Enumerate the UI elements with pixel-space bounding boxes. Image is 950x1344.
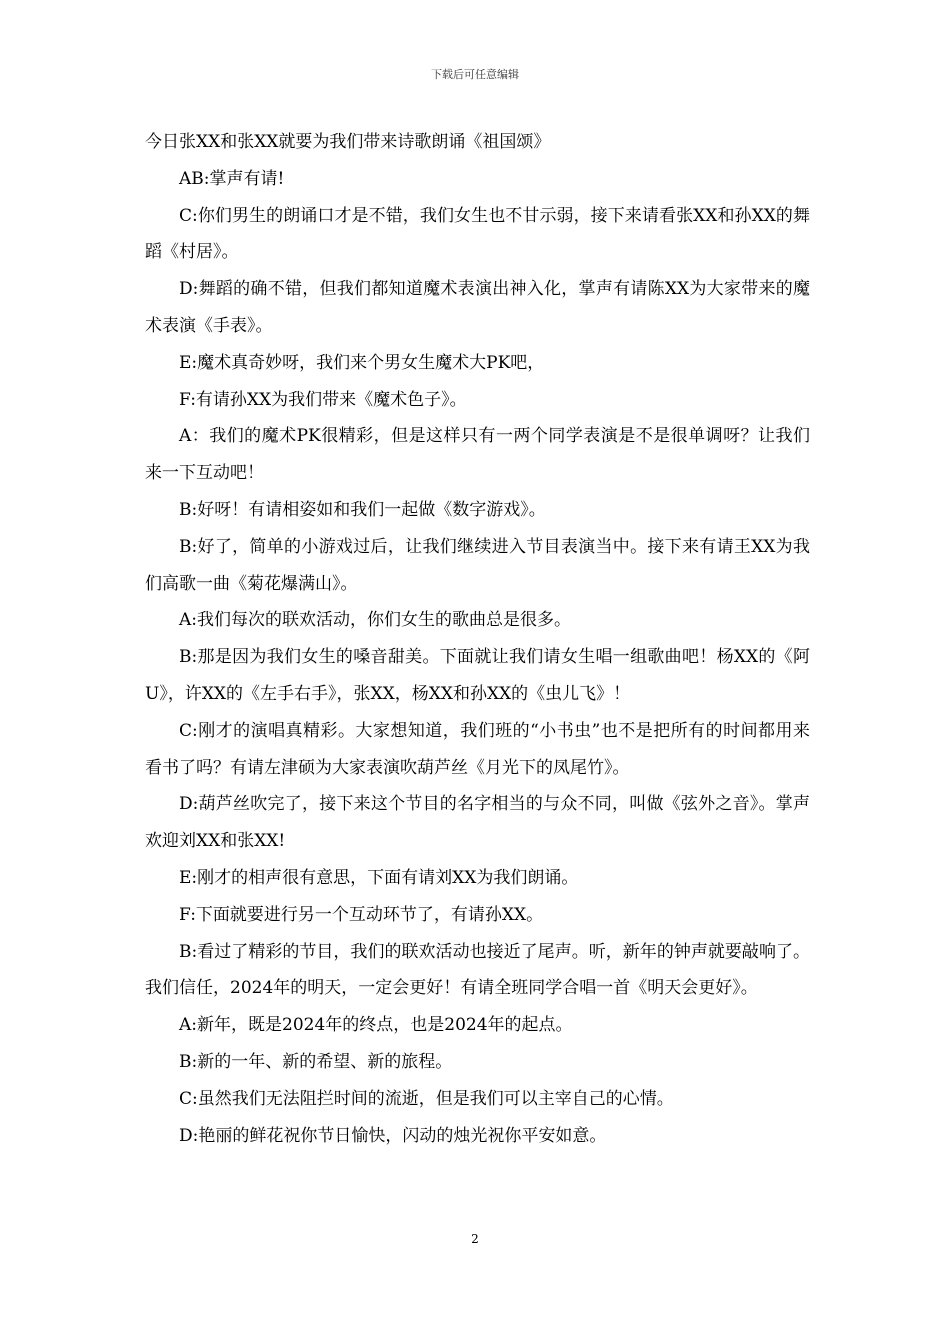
paragraph: A:我们每次的联欢活动，你们女生的歌曲总是很多。 xyxy=(179,610,572,631)
paragraph: C:你们男生的朗诵口才是不错，我们女生也不甘示弱，接下来请看张XX和孙XX的舞蹈《村居》。 xyxy=(145,205,810,263)
paragraph: A:新年，既是2024年的终点，也是2024年的起点。 xyxy=(179,1015,573,1036)
paragraph: C:虽然我们无法阻拦时间的流逝，但是我们可以主宰自己的心情。 xyxy=(179,1088,674,1109)
page-number: 2 xyxy=(471,1232,479,1246)
paragraph: B:好呀！有请相姿如和我们一起做《数字游戏》。 xyxy=(179,499,546,520)
paragraph: B:那是因为我们女生的嗓音甜美。下面就让我们请女生唱一组歌曲吧！杨XX的《阿U》，许XX的《左手右手》，张XX，杨XX和孙XX的《虫儿飞》！ xyxy=(145,647,810,704)
paragraph: D:葫芦丝吹完了，接下来这个节目的名字相当的与众不同，叫做《弦外之音》。掌声欢迎刘XX和张XX! xyxy=(145,794,810,852)
paragraph: F:有请孙XX为我们带来《魔术色子》。 xyxy=(179,389,467,410)
paragraph: A：我们的魔术PK很精彩，但是这样只有一两个同学表演是不是很单调呀？让我们来一下互动吧！ xyxy=(145,426,810,484)
paragraph: E:刚才的相声很有意思，下面有请刘XX为我们朗诵。 xyxy=(179,867,579,888)
paragraph: D:舞蹈的确不错，但我们都知道魔术表演出神入化，掌声有请陈XX为大家带来的魔术表演《手表》。 xyxy=(145,279,810,336)
paragraph: F:下面就要进行另一个互动环节了，有请孙XX。 xyxy=(179,904,544,925)
page-header: 下载后可任意编辑 xyxy=(431,68,519,81)
paragraph: 今日张XX和张XX就要为我们带来诗歌朗诵《祖国颂》 xyxy=(145,132,551,152)
paragraph: D:艳丽的鲜花祝你节日愉快，闪动的烛光祝你平安如意。 xyxy=(179,1125,607,1146)
paragraph: B:新的一年、新的希望、新的旅程。 xyxy=(179,1051,453,1072)
paragraph: B:好了，简单的小游戏过后，让我们继续进入节目表演当中。接下来有请王XX为我们高歌一曲《菊花爆满山》。 xyxy=(145,536,810,594)
paragraph: C:刚才的演唱真精彩。大家想知道，我们班的“小书虫”也不是把所有的时间都用来看书了吗？有请左津硕为大家表演吹葫芦丝《月光下的凤尾竹》。 xyxy=(145,720,810,778)
paragraph: E:魔术真奇妙呀，我们来个男女生魔术大PK吧， xyxy=(179,352,545,373)
document-body xyxy=(145,124,810,1154)
paragraph: AB:掌声有请! xyxy=(179,168,285,189)
paragraph: B:看过了精彩的节目，我们的联欢活动也接近了尾声。听，新年的钟声就要敲响了。我们信任，2024年的明天，一定会更好！有请全班同学合唱一首《明天会更好》。 xyxy=(145,941,810,999)
